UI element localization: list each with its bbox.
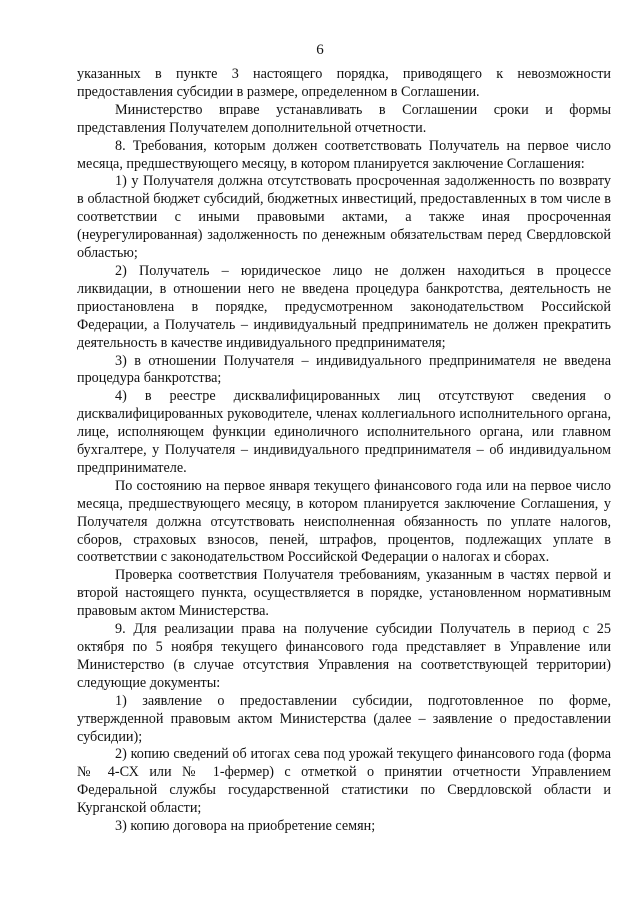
paragraph-tax-obligations: По состоянию на первое января текущего финансового года или на первое число месяца, предшествующего месяцу, в котором планируется заключение Соглашения, у Получателя должна отсутствовать неисполненная обязанность по уплате налогов, сборов, страховых взносов, пеней, штрафов, процентов, подлежащих уплате в соответствии с законодательством Российской Федерации о налогах и сборах.	[77, 477, 611, 566]
document-body	[77, 66, 611, 836]
paragraph-document-3: 3) копию договора на приобретение семян;	[115, 818, 376, 835]
paragraph-item-8-requirements: 8. Требования, которым должен соответствовать Получатель на первое число месяца, предшествующего месяцу, в котором планируется заключение Соглашения:	[77, 137, 611, 172]
paragraph-reporting-terms: Министерство вправе устанавливать в Соглашении сроки и формы представления Получателем дополнительной отчетности.	[77, 101, 611, 136]
paragraph-continuation: указанных в пункте 3 настоящего порядка, приводящего к невозможности предоставления субсидии в размере, определенном в Соглашении.	[77, 66, 611, 100]
paragraph-requirement-3: 3) в отношении Получателя – индивидуального предпринимателя не введена процедура банкротства;	[77, 352, 611, 387]
page-number: 6	[316, 42, 324, 58]
paragraph-requirement-4: 4) в реестре дисквалифицированных лиц отсутствуют сведения о дисквалифицированных руководителе, членах коллегиального исполнительного органа, лице, исполняющем функции единоличного исполнительного органа, или главном бухгалтере, у Получателя – индивидуального предпринимателя – об индивидуальном предпринимателе.	[77, 388, 611, 476]
paragraph-item-9-documents: 9. Для реализации права на получение субсидии Получатель в период с 25 октября по 5 ноября текущего финансового года представляет в Управление или Министерство (в случае отсутствия Управления на соответствующей территории) следующие документы:	[77, 621, 611, 691]
paragraph-requirement-2: 2) Получатель – юридическое лицо не должен находиться в процессе ликвидации, в отношении него не введена процедура банкротства, деятельность не приостановлена в порядке, предусмотренном законодательством Российской Федерации, а Получатель – индивидуальный предприниматель не должен прекратить деятельность в качестве индивидуального предпринимателя;	[77, 262, 611, 351]
paragraph-document-2: 2) копию сведений об итогах сева под урожай текущего финансового года (форма № 4-СХ или № 1-фермер) с отметкой о принятии отчетности Управлением Федеральной службы государственной статистики по Свердловской области и Курганской области;	[77, 746, 611, 817]
paragraph-requirement-1: 1) у Получателя должна отсутствовать просроченная задолженность по возврату в областной бюджет субсидий, бюджетных инвестиций, предоставленных в том числе в соответствии с иными правовыми актами, а также иная просроченная (неурегулированная) задолженность по денежным обязательствам перед Свердловской областью;	[77, 173, 611, 262]
paragraph-document-1: 1) заявление о предоставлении субсидии, подготовленное по форме, утвержденной правовым актом Министерства (далее – заявление о предоставлении субсидии);	[77, 692, 611, 745]
paragraph-compliance-check: Проверка соответствия Получателя требованиям, указанным в частях первой и второй настоящего пункта, осуществляется в порядке, установленном нормативным правовым актом Министерства.	[77, 567, 611, 620]
